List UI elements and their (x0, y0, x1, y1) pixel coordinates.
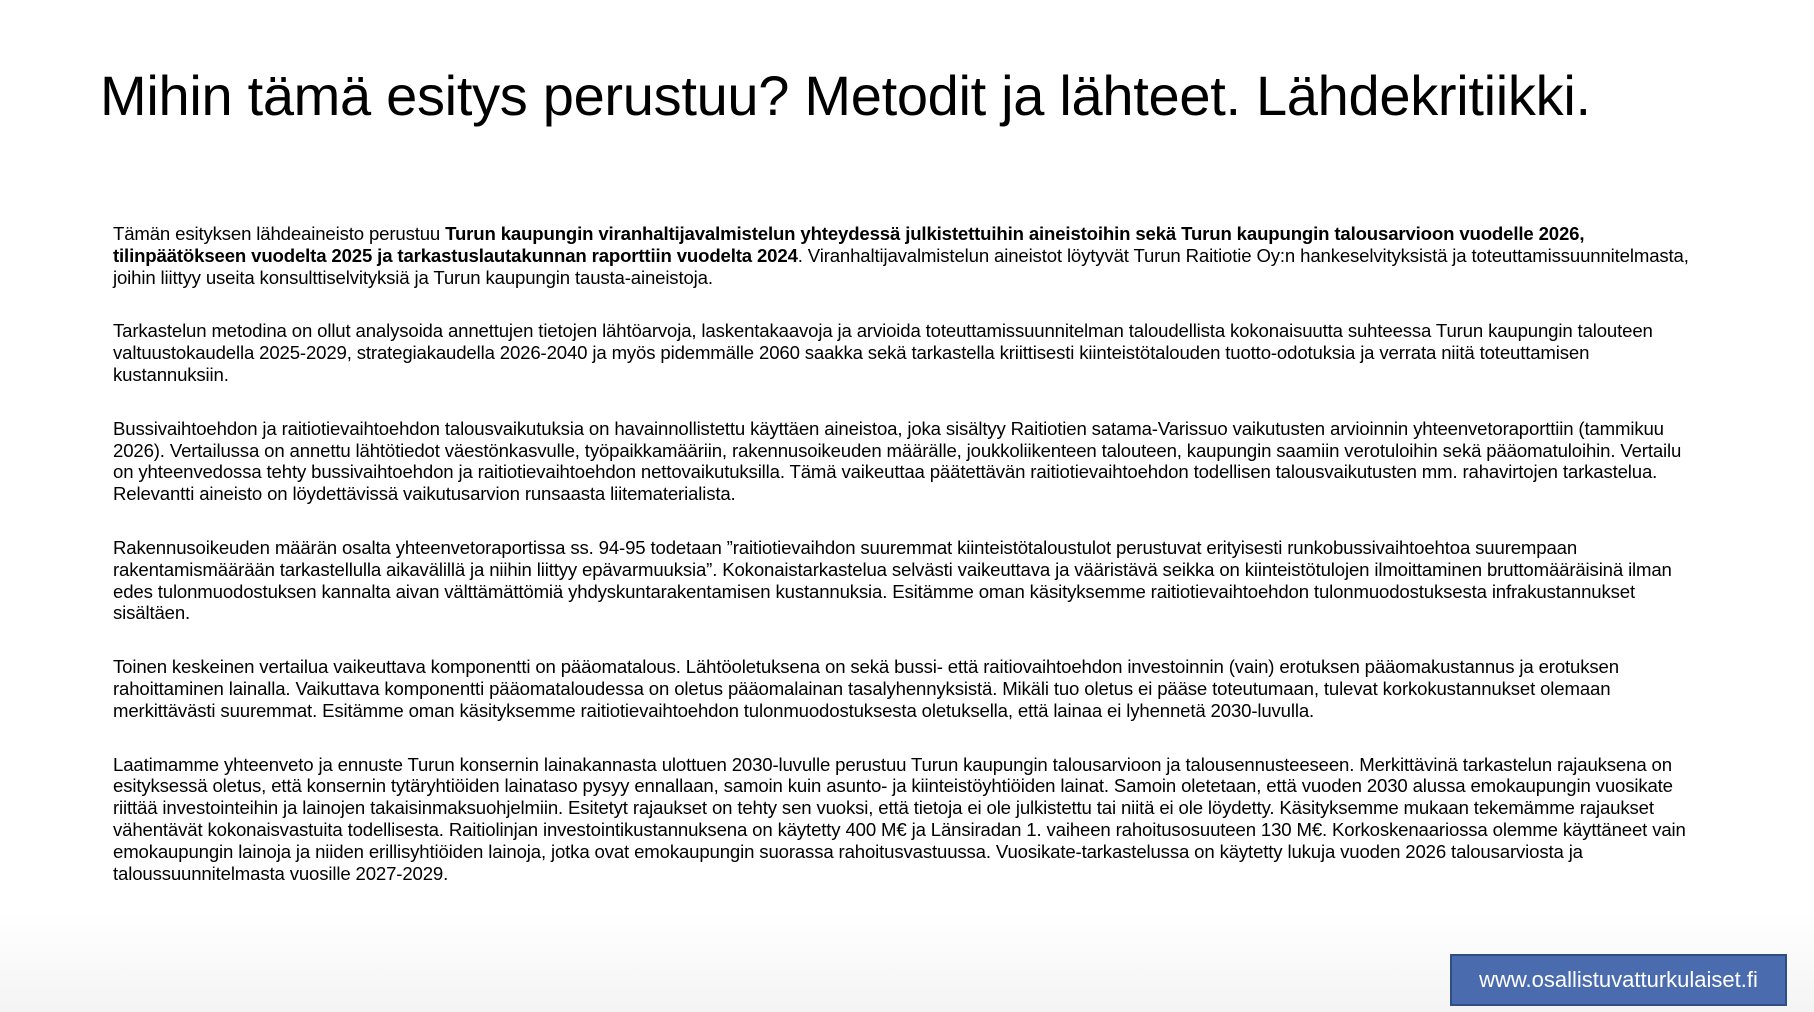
paragraph-sources (113, 223, 1693, 288)
paragraph-sources-rest: . Viranhaltijavalmistelun aineistot löytyvät Turun Raitiotie Oy:n hankeselvityksistä ja toteuttamissuunnitelmasta, joihin liittyy useita konsulttiselvityksiä ja Turun kaupungin tausta-aineistoja. (113, 244, 1689, 288)
paragraph-comparison: Bussivaihtoehdon ja raitiotievaihtoehdon talousvaikutuksia on havainnollistettu käyttäen aineistoa, joka sisältyy Raitiotien satama-Varissuo vaikutusten arvioinnin yhteenvetoraporttiin (tammikuu 2026). Vertailussa on annettu lähtötiedot väestönkasvulle, työpaikkamääriin, rakennusoikeuden määrälle, joukkoliikenteen talouteen, kaupungin saamiin verotuloihin sekä pääomatuloihin. Vertailu on yhteenvedossa tehty bussivaihtoehdon ja raitiotievaihtoehdon nettovaikutuksilla. Tämä vaikeuttaa päätettävän raitiotievaihtoehdon todellisen talousvaikutusten mm. rahavirtojen tarkastelua. Relevantti aineisto on löydettävissä vaikutusarvion runsaasta liitematerialista. (113, 417, 1682, 505)
paragraph-building-rights: Rakennusoikeuden määrän osalta yhteenvetoraportissa ss. 94-95 todetaan ”raitiotievaihdon suuremmat kiinteistötaloustulot perustuvat erityisesti runkobussivaihtoehtoa suurempaan rakentamismäärään tarkastellulla aikavälillä ja niihin liittyy epävarmuuksia”. Kokonaistarkastelua selvästi vaikeuttava ja vääristävä seikka on kiinteistötulojen ilmoittaminen bruttomääräisinä ilman edes tulonmuodostuksen kannalta aivan välttämättömiä yhdyskuntarakentamisen kustannuksia. Esitämme oman käsityksemme raitiotievaihtoehdon tulonmuodostuksesta infrakustannukset sisältäen. (113, 536, 1672, 624)
paragraph-sources-lead: Tämän esityksen lähdeaineisto perustuu (113, 223, 446, 244)
paragraph-sources-bold: Turun kaupungin viranhaltijavalmistelun yhteydessä julkistettuihin aineistoihin sekä Turun kaupungin talousarvioon vuodelle 2026, tilinpäätökseen vuodelta 2025 ja tarkastuslautakunnan raporttiin vuodelta 2024 (113, 223, 1585, 266)
slide-body (113, 223, 1693, 916)
paragraph-capital-economy: Toinen keskeinen vertailua vaikeuttava komponentti on pääomatalous. Lähtöoletuksena on sekä bussi- että raitiovaihtoehdon investoinnin (vain) erotuksen pääomakustannus ja erotuksen rahoittaminen lainalla. Vaikuttava komponentti pääomataloudessa on oletus pääomalainan tasalyhennyksistä. Mikäli tuo oletus ei pääse toteutumaan, tulevat korkokustannukset olemaan merkittävästi suuremmat. Esitämme oman käsityksemme raitiotievaihtoehdon tulonmuodostuksesta oletuksella, että lainaa ei lyhennetä 2030-luvulla. (113, 656, 1619, 721)
paragraph-method: Tarkastelun metodina on ollut analysoida annettujen tietojen lähtöarvoja, laskentakaavoja ja arvioida toteuttamissuunnitelman taloudellista kokonaisuutta suhteessa Turun kaupungin talouteen valtuustokaudella 2025-2029, strategiakaudella 2026-2040 ja myös pidemmälle 2060 saakka sekä tarkastella kriittisesti kiinteistötalouden tuotto-odotuksia ja verrata niitä toteuttamisen kustannuksiin. (113, 320, 1653, 385)
website-url-badge[interactable]: www.osallistuvatturkulaiset.fi (1450, 954, 1787, 1006)
slide-title: Mihin tämä esitys perustuu? Metodit ja lähteet. Lähdekritiikki. (100, 64, 1591, 127)
paragraph-loan-forecast: Laatimamme yhteenveto ja ennuste Turun konsernin lainakannasta ulottuen 2030-luvulle perustuu Turun kaupungin talousarvioon ja talousennusteeseen. Merkittävinä tarkastelun rajauksena on esityksessä oletus, että konsernin tytäryhtiöiden lainataso pysyy ennallaan, samoin kuin asunto- ja kiinteistöyhtiöiden lainat. Samoin oletetaan, että vuoden 2030 alussa emokaupungin vuosikate riittää investointeihin ja lainojen takaisinmaksuohjelmiin. Esitetyt rajaukset on tehty sen vuoksi, että tietoja ei ole julkistettu tai niitä ei ole löydetty. Käsityksemme mukaan tekemämme rajaukset vähentävät kokonaisvastuita todellisesta. Raitiolinjan investointikustannuksena on käytetty 400 M€ ja Länsiradan 1. vaiheen rahoitusosuuteen 130 M€. Korkoskenaariossa olemme käyttäneet vain emokaupungin lainoja ja niiden erillisyhtiöiden lainoja, jotka ovat emokaupungin suorassa rahoitusvastuussa. Vuosikate-tarkastelussa on käytetty lukuja vuoden 2026 talousarviosta ja taloussuunnitelmasta vuosille 2027-2029. (113, 753, 1686, 884)
